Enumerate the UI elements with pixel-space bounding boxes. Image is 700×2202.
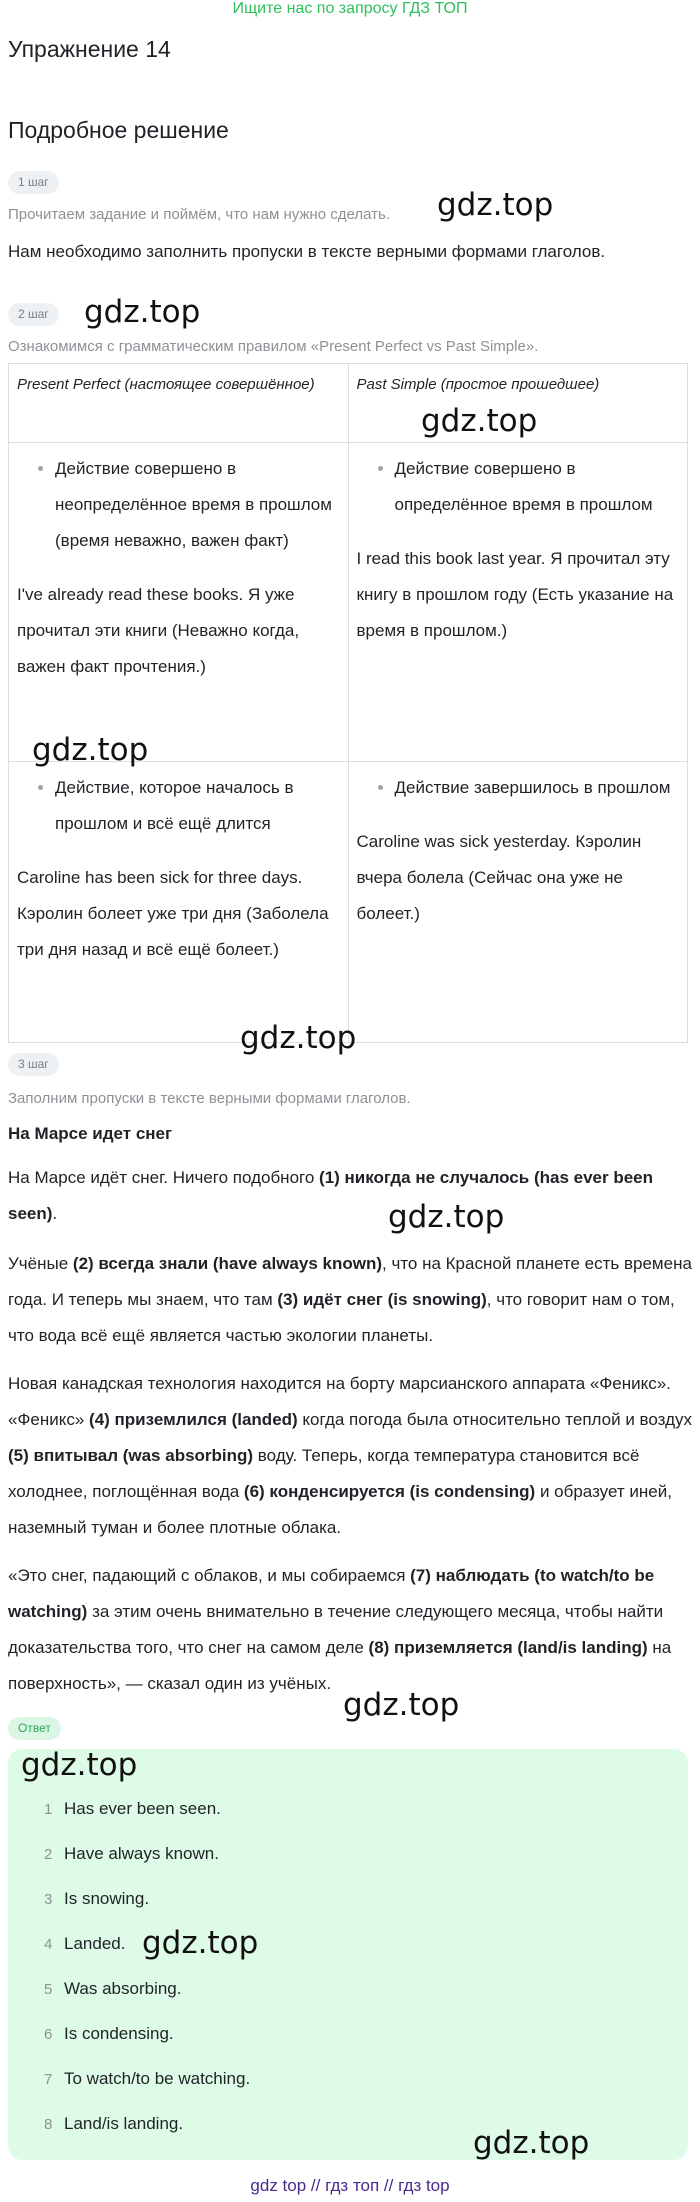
answer-box (8, 1749, 688, 2160)
step-label: 2 шаг (8, 303, 59, 326)
answer-text: To watch/to be watching. (64, 2069, 251, 2088)
text-span: Учёные (8, 1254, 73, 1273)
step-label: 3 шаг (8, 1053, 59, 1076)
table-cell (9, 762, 349, 1043)
list-item (44, 2024, 174, 2044)
list-item (44, 1799, 221, 1819)
watermark: gdz.top (240, 1020, 357, 1056)
answer-text: Landed. (64, 1934, 126, 1953)
rule-list (17, 770, 340, 842)
answer-highlight: (5) впитывал (was absorbing) (8, 1446, 254, 1465)
answer-highlight: (2) всегда знали (have always known) (72, 1254, 383, 1273)
watermark: gdz.top (84, 294, 201, 330)
table-cell (9, 443, 349, 762)
text-span: на поверхность», — сказал один из учёных. (8, 1638, 672, 1693)
list-item (44, 2069, 250, 2089)
answer-number: 5 (44, 1981, 53, 1998)
text-span: за этим очень внимательно в течение следующего месяца, чтобы найти доказательства того, что снег на самом деле (8, 1602, 664, 1657)
answer-highlight: (7) наблюдать (to watch/to be watching) (8, 1566, 655, 1621)
answer-number: 8 (44, 2116, 53, 2133)
step-1-text: Нам необходимо заполнить пропуски в тексте верными формами глаголов. (8, 242, 606, 261)
paragraph-1 (8, 1160, 692, 1232)
text-span: . (52, 1204, 58, 1223)
grammar-table (8, 363, 688, 1043)
answer-highlight: (4) приземлился (landed) (89, 1410, 298, 1429)
answer-text: Is condensing. (64, 2024, 174, 2043)
answer-text: Is snowing. (64, 1889, 150, 1908)
rule-bullet: • Действие завершилось в прошлом (395, 770, 680, 806)
step-2-hint: Ознакомимся с грамматическим правилом «Present Perfect vs Past Simple». (8, 338, 539, 355)
list-item (44, 2114, 183, 2134)
text-span: Новая канадская технология находится на борту марсианского аппарата «Феникс». «Феникс» (8, 1374, 671, 1429)
promo-banner[interactable]: Ищите нас по запросу ГДЗ ТОП (232, 0, 468, 17)
step-1-badge (8, 171, 59, 194)
rule-bullet: • Действие совершено в неопределённое время в прошлом (время неважно, важен факт) (55, 451, 340, 559)
answer-highlight: (6) конденсируется (is condensing) (243, 1482, 536, 1501)
paragraph-2 (8, 1246, 692, 1354)
watermark: gdz.top (388, 1199, 505, 1235)
step-3-hint: Заполним пропуски в тексте верными формами глаголов. (8, 1090, 411, 1107)
answer-number: 7 (44, 2071, 53, 2088)
answer-text: Has ever been seen. (64, 1799, 221, 1818)
answer-highlight: (3) идёт снег (is snowing) (277, 1290, 487, 1309)
list-item (44, 1889, 149, 1909)
answer-text: Land/is landing. (64, 2114, 184, 2133)
answer-number: 4 (44, 1936, 53, 1953)
table-row (9, 443, 688, 762)
text-span: «Это снег, падающий с облаков, и мы собираемся (8, 1566, 411, 1585)
table-header-present-perfect: Present Perfect (настоящее совершённое) (9, 364, 349, 443)
step-label: 1 шаг (8, 171, 59, 194)
section-title: Подробное решение (8, 117, 229, 143)
text-span: , что говорит нам о том, что вода всё ещё является частью экологии планеты. (8, 1290, 675, 1345)
answer-number: 1 (44, 1801, 53, 1818)
answer-number: 2 (44, 1846, 53, 1863)
table-header-row (9, 364, 688, 443)
answer-number: 3 (44, 1891, 53, 1908)
watermark: gdz.top (421, 403, 538, 439)
list-item (44, 1979, 181, 1999)
rule-example: Caroline was sick yesterday. Кэролин вчера болела (Сейчас она уже не болеет.) (356, 832, 642, 923)
rule-list (357, 770, 680, 806)
rule-list (357, 451, 680, 523)
footer-links[interactable]: gdz top // гдз топ // гдз top (250, 2176, 450, 2195)
table-row (9, 762, 688, 1043)
watermark: gdz.top (343, 1687, 460, 1723)
answer-text: Was absorbing. (64, 1979, 182, 1998)
table-cell (348, 443, 688, 762)
watermark: gdz.top (473, 2125, 590, 2161)
list-item (44, 1934, 125, 1954)
watermark: gdz.top (21, 1747, 138, 1783)
step-2-badge (8, 303, 59, 326)
watermark: gdz.top (437, 187, 554, 223)
rule-example: I read this book last year. Я прочитал эту книгу в прошлом году (Есть указание на время в прошлом.) (356, 549, 674, 640)
rule-bullet: • Действие, которое началось в прошлом и всё ещё длится (55, 770, 340, 842)
answer-highlight: (8) приземляется (land/is landing) (368, 1638, 648, 1657)
answer-badge (8, 1717, 61, 1740)
rule-list (17, 451, 340, 559)
answer-label: Ответ (8, 1717, 61, 1740)
rule-example: I've already read these books. Я уже прочитал эти книги (Неважно когда, важен факт прочтения.) (17, 585, 300, 676)
rule-bullet: • Действие совершено в определённое время в прошлом (395, 451, 680, 523)
text-span: На Марсе идёт снег. Ничего подобного (8, 1168, 320, 1187)
step-1-hint: Прочитаем задание и поймём, что нам нужно сделать. (8, 206, 391, 223)
text-span: когда погода была относительно теплой и воздух (297, 1410, 692, 1429)
watermark: gdz.top (142, 1925, 259, 1961)
answer-number: 6 (44, 2026, 53, 2043)
watermark: gdz.top (32, 732, 149, 768)
list-item (44, 1844, 219, 1864)
table-cell (348, 762, 688, 1043)
answer-text: Have always known. (64, 1844, 219, 1863)
text-title: На Марсе идет снег (8, 1124, 173, 1143)
text-span: и образует иней, наземный туман и более плотные облака. (8, 1482, 672, 1537)
paragraph-4 (8, 1558, 692, 1702)
text-span: воду. Теперь, когда температура становится всё холоднее, поглощённая вода (8, 1446, 640, 1501)
answer-highlight: (1) никогда не случалось (has ever been seen) (8, 1168, 653, 1223)
step-3-badge (8, 1053, 59, 1076)
rule-example: Caroline has been sick for three days. Кэролин болеет уже три дня (Заболела три дня назад и всё ещё болеет.) (17, 868, 329, 959)
paragraph-3 (8, 1366, 692, 1546)
text-span: , что на Красной планете есть времена года. И теперь мы знаем, что там (8, 1254, 692, 1309)
table-header-past-simple: Past Simple (простое прошедшее) (348, 364, 688, 443)
page-title: Упражнение 14 (8, 36, 171, 62)
